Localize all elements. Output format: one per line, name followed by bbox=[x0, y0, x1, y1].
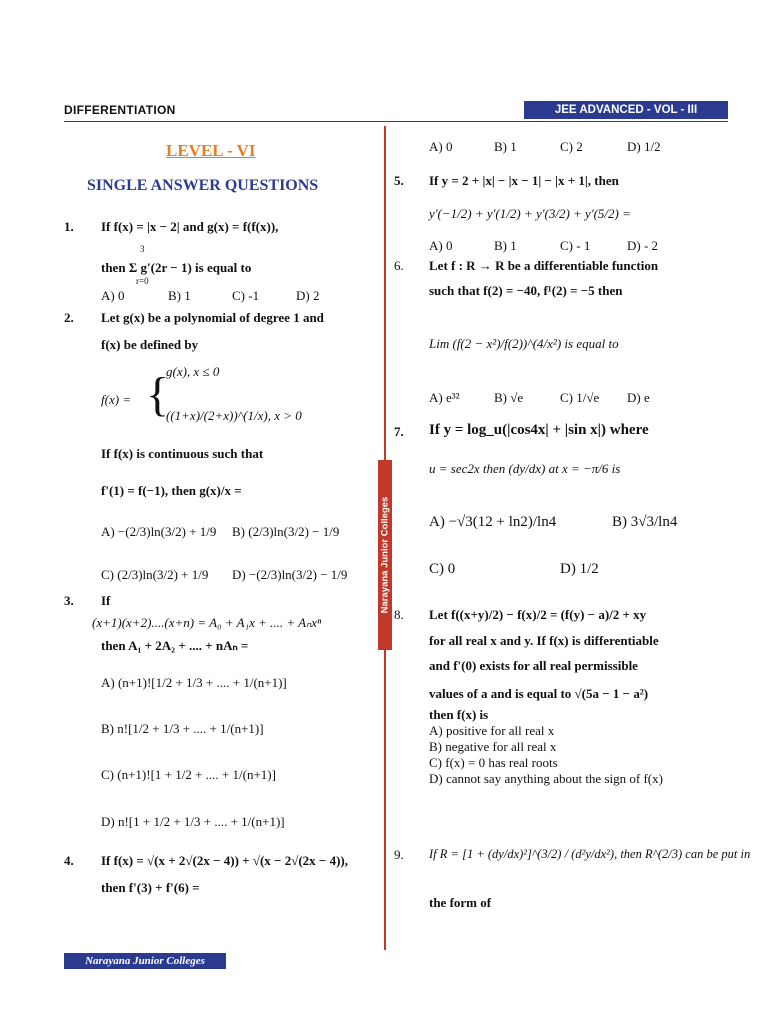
q1-option-c: C) -1 bbox=[232, 288, 260, 303]
q6-line2: such that f(2) = −40, f¹(2) = −5 then bbox=[429, 283, 623, 298]
q1-sum-bottom: r=0 bbox=[136, 276, 149, 286]
q5-option-b: B) 1 bbox=[494, 238, 517, 253]
q1-sum-top: 3 bbox=[140, 244, 145, 254]
q4-line1: If f(x) = √(x + 2√(2x − 4)) + √(x − 2√(2x − 4)), bbox=[101, 853, 348, 868]
q2-case2: ((1+x)/(2+x))^(1/x), x > 0 bbox=[166, 408, 302, 423]
q4-line2: then f'(3) + f'(6) = bbox=[101, 880, 200, 895]
q7-option-d: D) 1/2 bbox=[560, 561, 599, 577]
q5-option-a: A) 0 bbox=[429, 238, 453, 253]
chapter-title: DIFFERENTIATION bbox=[64, 103, 176, 117]
q5-option-d: D) - 2 bbox=[627, 238, 659, 253]
q7-line1: If y = log_u(|cos4x| + |sin x|) where bbox=[429, 422, 649, 438]
q8-option-d: D) cannot say anything about the sign of f(x) bbox=[429, 771, 663, 786]
q1-option-a: A) 0 bbox=[101, 288, 125, 303]
volume-badge: JEE ADVANCED - VOL - III bbox=[524, 101, 728, 119]
q7-option-a: A) −√3(12 + ln2)/ln4 bbox=[429, 514, 557, 530]
q5-line1: If y = 2 + |x| − |x − 1| − |x + 1|, then bbox=[429, 173, 619, 188]
q4-option-d: D) 1/2 bbox=[627, 139, 661, 154]
q1-line1: If f(x) = |x − 2| and g(x) = f(f(x)), bbox=[101, 219, 279, 234]
q6-option-a: A) e³² bbox=[429, 390, 460, 405]
q2-option-d: D) −(2/3)ln(3/2) − 1/9 bbox=[232, 567, 348, 582]
q5-line2: y'(−1/2) + y'(1/2) + y'(3/2) + y'(5/2) = bbox=[429, 206, 631, 221]
q2-brace: { bbox=[146, 368, 170, 421]
q1-option-b: B) 1 bbox=[168, 288, 191, 303]
q6-option-c: C) 1/√e bbox=[560, 390, 600, 405]
q2-option-b: B) (2/3)ln(3/2) − 1/9 bbox=[232, 524, 340, 539]
q2-line3: If f(x) is continuous such that bbox=[101, 446, 264, 461]
q3-option-a: A) (n+1)![1/2 + 1/3 + .... + 1/(n+1)] bbox=[101, 675, 287, 690]
q2-number: 2. bbox=[64, 310, 74, 325]
q6-line1: Let f : R → R be a differentiable function bbox=[429, 258, 659, 273]
q2-option-a: A) −(2/3)ln(3/2) + 1/9 bbox=[101, 524, 217, 539]
q8-line1: Let f((x+y)/2) − f(x)/2 = (f(y) − a)/2 + xy bbox=[429, 607, 647, 622]
q8-option-c: C) f(x) = 0 has real roots bbox=[429, 755, 558, 770]
q6-option-b: B) √e bbox=[494, 390, 524, 405]
q2-line4: f'(1) = f(−1), then g(x)/x = bbox=[101, 483, 242, 498]
q3-line2: (x+1)(x+2)....(x+n) = A₀ + A₁x + .... + Aₙxⁿ bbox=[92, 615, 322, 630]
q3-line1: If bbox=[101, 593, 111, 608]
q9-line1: If R = [1 + (dy/dx)²]^(3/2) / (d²y/dx²), then R^(2/3) can be put in bbox=[429, 847, 751, 861]
q9-line2: the form of bbox=[429, 895, 492, 910]
level-heading: LEVEL - VI bbox=[166, 141, 256, 160]
q6-option-d: D) e bbox=[627, 390, 650, 405]
q8-line4: values of a and is equal to √(5a − 1 − a²) bbox=[429, 686, 649, 701]
q5-number: 5. bbox=[394, 173, 404, 188]
q8-line3: and f'(0) exists for all real permissible bbox=[429, 658, 638, 673]
q1-number: 1. bbox=[64, 219, 74, 234]
q3-option-b: B) n![1/2 + 1/3 + .... + 1/(n+1)] bbox=[101, 721, 264, 736]
q2-line2: f(x) be defined by bbox=[101, 337, 199, 352]
header-divider bbox=[64, 121, 728, 122]
side-banner bbox=[378, 460, 392, 650]
q9-number: 9. bbox=[394, 847, 404, 862]
q6-line3: Lim (f(2 − x²)/f(2))^(4/x²) is equal to bbox=[429, 336, 619, 351]
q3-option-c: C) (n+1)![1 + 1/2 + .... + 1/(n+1)] bbox=[101, 767, 276, 782]
q6-number: 6. bbox=[394, 258, 404, 273]
q4-number: 4. bbox=[64, 853, 74, 868]
q4-option-c: C) 2 bbox=[560, 139, 583, 154]
side-banner-text: Narayana Junior Colleges bbox=[379, 496, 391, 614]
q8-option-b: B) negative for all real x bbox=[429, 739, 557, 754]
q7-number: 7. bbox=[394, 424, 404, 439]
q7-option-c: C) 0 bbox=[429, 561, 456, 577]
q8-line5: then f(x) is bbox=[429, 707, 489, 722]
q2-case1: g(x), x ≤ 0 bbox=[166, 364, 220, 379]
q4-option-a: A) 0 bbox=[429, 139, 453, 154]
q7-line2: u = sec2x then (dy/dx) at x = −π/6 is bbox=[429, 461, 621, 476]
q4-option-b: B) 1 bbox=[494, 139, 517, 154]
q3-line3: then A₁ + 2A₂ + .... + nAₙ = bbox=[101, 638, 249, 653]
q2-fx-label: f(x) = bbox=[101, 392, 132, 407]
q3-number: 3. bbox=[64, 593, 74, 608]
q8-line2: for all real x and y. If f(x) is differentiable bbox=[429, 633, 659, 648]
q8-number: 8. bbox=[394, 607, 404, 622]
q2-option-c: C) (2/3)ln(3/2) + 1/9 bbox=[101, 567, 209, 582]
q5-option-c: C) - 1 bbox=[560, 238, 591, 253]
section-heading: SINGLE ANSWER QUESTIONS bbox=[87, 177, 319, 194]
q7-option-b: B) 3√3/ln4 bbox=[612, 514, 678, 530]
q1-line2: then Σ g'(2r − 1) is equal to bbox=[101, 260, 252, 275]
q1-option-d: D) 2 bbox=[296, 288, 320, 303]
footer-brand: Narayana Junior Colleges bbox=[64, 953, 226, 969]
q2-line1: Let g(x) be a polynomial of degree 1 and bbox=[101, 310, 324, 325]
q3-option-d: D) n![1 + 1/2 + 1/3 + .... + 1/(n+1)] bbox=[101, 814, 285, 829]
q8-option-a: A) positive for all real x bbox=[429, 723, 555, 738]
